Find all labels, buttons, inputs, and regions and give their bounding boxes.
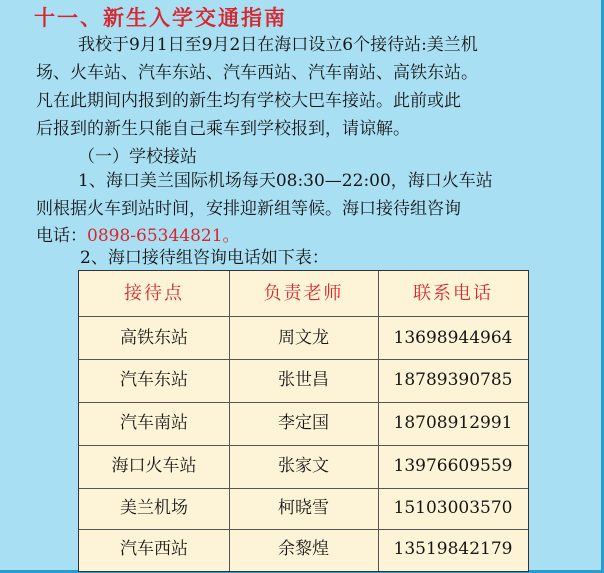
row-divider bbox=[79, 316, 528, 317]
header-phone: 联系电话 bbox=[413, 283, 493, 304]
paragraph-line-2: 则根据火车到站时间，安排迎新组等候。海口接待组咨询 bbox=[36, 199, 461, 219]
cell-phone: 13976609559 bbox=[393, 456, 513, 476]
paragraph-line-1: 1、海口美兰国际机场每天08:30—22:00，海口火车站 bbox=[78, 171, 493, 191]
phone-number: 0898-65344821 bbox=[87, 226, 223, 246]
cell-phone: 15103003570 bbox=[393, 498, 513, 518]
cell-teacher: 张世昌 bbox=[278, 370, 329, 390]
phone-suffix: 。 bbox=[222, 226, 240, 246]
header-teacher: 负责老师 bbox=[263, 283, 344, 304]
intro-line-1: 我校于9月1日至9月2日在海口设立6个接待站:美兰机 bbox=[78, 35, 478, 55]
table-caption: 2、海口接待组咨询电话如下表： bbox=[80, 248, 329, 268]
row-divider bbox=[79, 359, 528, 360]
cell-teacher: 周文龙 bbox=[278, 328, 329, 348]
intro-line-4: 后报到的新生只能自己乘车到学校报到，请谅解。 bbox=[36, 119, 410, 139]
cell-teacher: 余黎煌 bbox=[278, 539, 329, 559]
cell-phone: 13698944964 bbox=[393, 328, 513, 348]
cell-station: 高铁东站 bbox=[120, 328, 188, 348]
paragraph-line-3 bbox=[36, 226, 240, 246]
cell-phone: 13519842179 bbox=[393, 539, 513, 559]
cell-station: 美兰机场 bbox=[120, 498, 188, 518]
cell-station: 汽车东站 bbox=[120, 370, 188, 390]
cell-phone: 18789390785 bbox=[393, 370, 513, 390]
contact-table bbox=[78, 270, 529, 572]
row-divider bbox=[79, 529, 528, 530]
cell-station: 海口火车站 bbox=[111, 456, 197, 476]
header-station: 接待点 bbox=[124, 283, 184, 304]
cell-station: 汽车西站 bbox=[120, 539, 188, 559]
cell-teacher: 李定国 bbox=[278, 413, 329, 433]
cell-teacher: 张家文 bbox=[278, 456, 329, 476]
phone-label: 电话： bbox=[36, 226, 87, 246]
row-divider bbox=[79, 402, 528, 403]
cell-station: 汽车南站 bbox=[120, 413, 188, 433]
cell-teacher: 柯晓雪 bbox=[278, 498, 329, 518]
cell-phone: 18708912991 bbox=[393, 413, 513, 433]
intro-line-3: 凡在此期间内报到的新生均有学校大巴车接站。此前或此 bbox=[36, 91, 461, 111]
page-title: 十一、新生入学交通指南 bbox=[34, 5, 287, 30]
row-divider bbox=[79, 445, 528, 446]
row-divider bbox=[79, 488, 528, 489]
intro-line-2: 场、火车站、汽车东站、汽车西站、汽车南站、高铁东站。 bbox=[36, 63, 478, 83]
section-heading: （一）学校接站 bbox=[78, 147, 197, 167]
